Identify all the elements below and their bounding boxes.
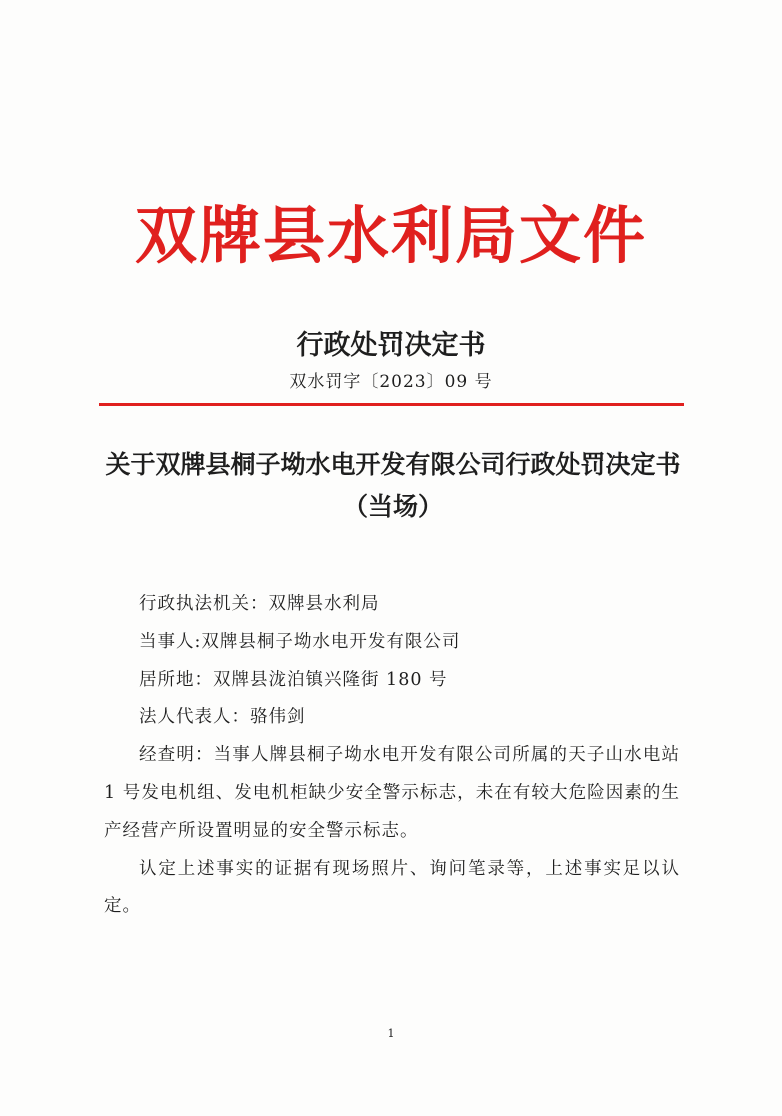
body-paragraph-evidence: 认定上述事实的证据有现场照片、询问笔录等，上述事实足以认定。	[104, 858, 680, 917]
document-type: 行政处罚决定书	[296, 330, 486, 361]
body-paragraph-enforcement-agency: 行政执法机关：双牌县水利局	[139, 594, 380, 614]
page-number: 1	[387, 1027, 395, 1040]
document-body	[104, 586, 680, 926]
document-number: 双水罚字〔2023〕09 号	[289, 372, 493, 392]
red-separator-line	[99, 403, 684, 406]
body-paragraph-legal-representative: 法人代表人：骆伟剑	[139, 707, 306, 728]
body-paragraph-party: 当事人:双牌县桐子坳水电开发有限公司	[139, 631, 461, 652]
body-paragraph-findings: 经查明：当事人牌县桐子坳水电开发有限公司所属的天子山水电站 1 号发电机组、发电机柜缺少安全警示标志，未在有较大危险因素的生产经营产所设置明显的安全警示标志。	[104, 745, 680, 841]
agency-header-title: 双牌县水利局文件	[134, 199, 647, 272]
document-title: 关于双牌县桐子坳水电开发有限公司行政处罚决定书（当场）	[105, 450, 681, 521]
body-paragraph-address: 居所地：双牌县泷泊镇兴隆街 180 号	[139, 669, 448, 690]
